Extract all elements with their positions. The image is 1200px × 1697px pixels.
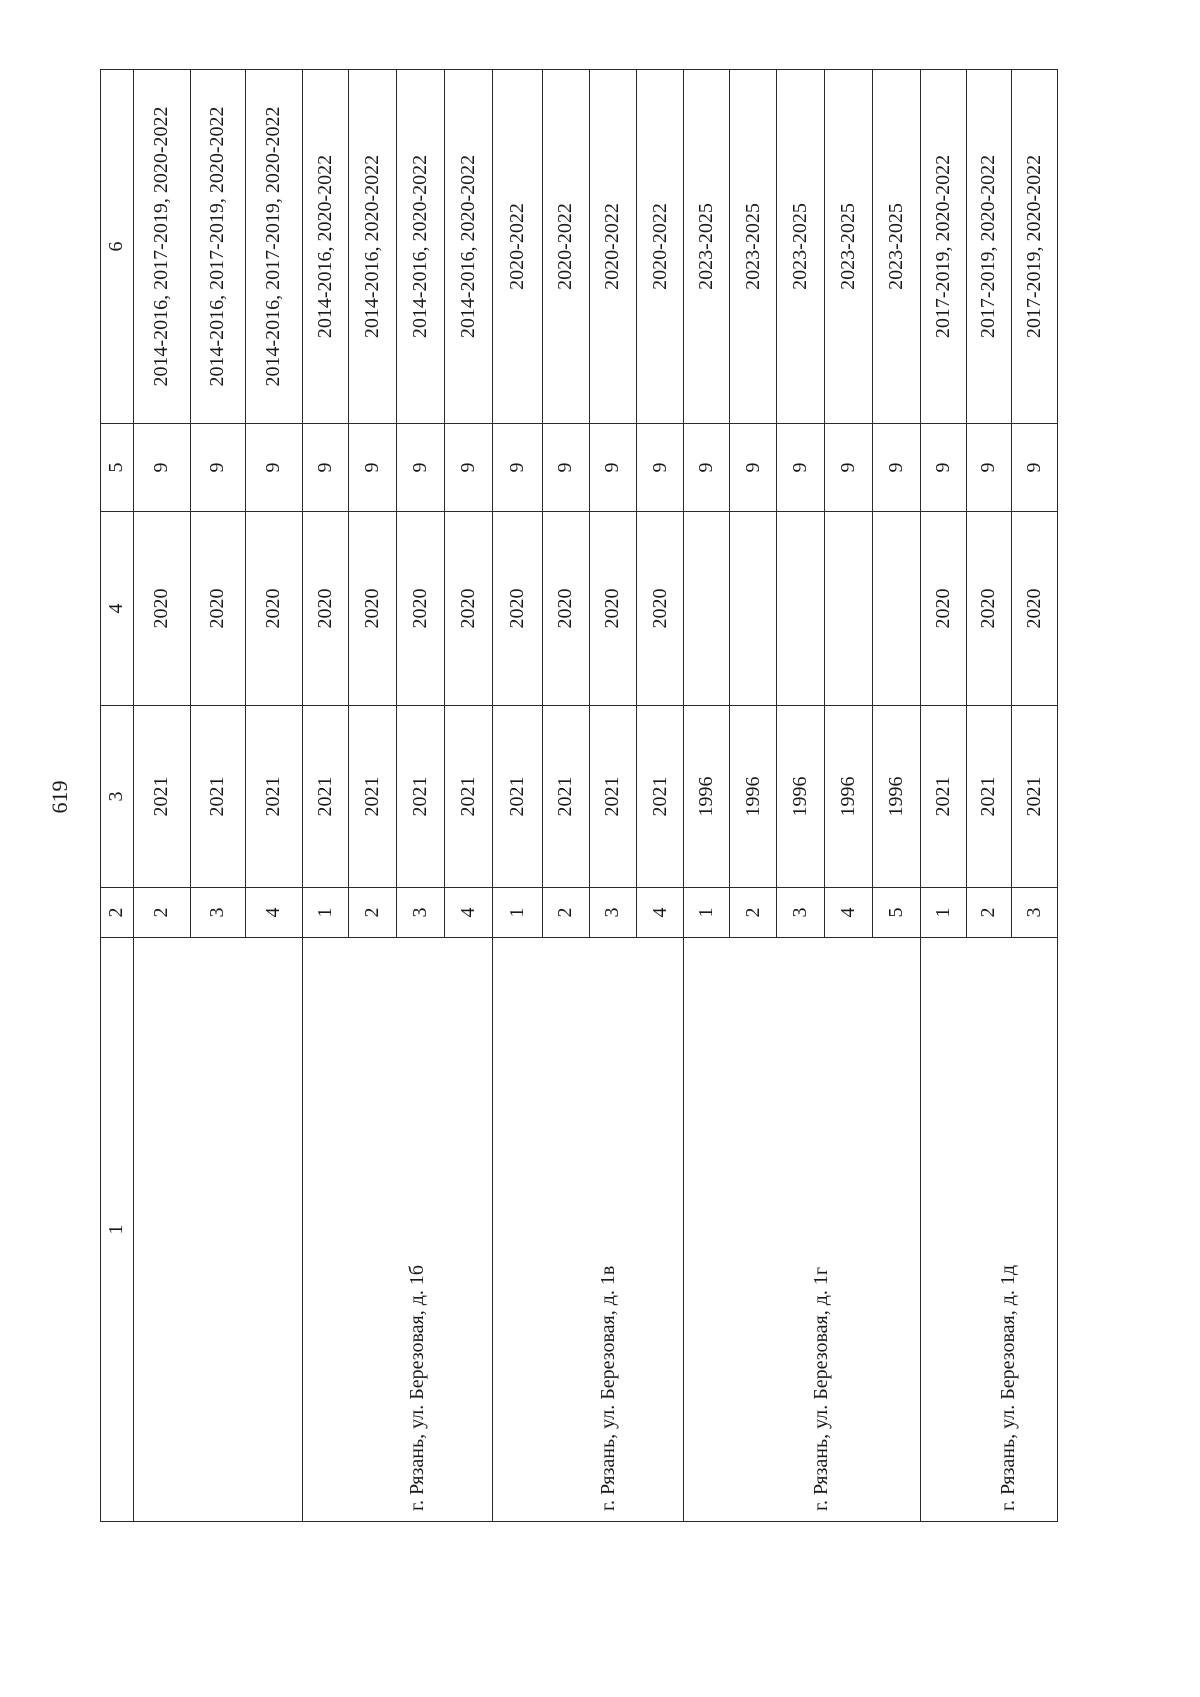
cell-c4: 2020 (1011, 512, 1057, 706)
cell-c5: 9 (872, 424, 920, 512)
cell-c2: 4 (245, 888, 302, 938)
cell-c4 (825, 512, 872, 706)
table-row (133, 70, 190, 1522)
cell-c5: 9 (190, 424, 245, 512)
cell-c4 (684, 512, 730, 706)
table-row (684, 70, 730, 1522)
column-header: 1 (101, 938, 134, 1522)
cell-c2: 3 (396, 888, 444, 938)
cell-c3: 2021 (636, 706, 683, 888)
cell-c3: 2021 (920, 706, 966, 888)
column-header: 5 (101, 424, 134, 512)
cell-c4: 2020 (493, 512, 542, 706)
cell-c6: 2023-2025 (777, 70, 825, 424)
address-text: г. Рязань, ул. Березовая, д. 1б (406, 1264, 429, 1511)
cell-c6: 2014-2016, 2017-2019, 2020-2022 (245, 70, 302, 424)
housing-table (100, 69, 1058, 1522)
address-text: г. Рязань, ул. Березовая, д. 1г (810, 1266, 833, 1511)
cell-c6: 2014-2016, 2017-2019, 2020-2022 (133, 70, 190, 424)
cell-c5: 9 (1011, 424, 1057, 512)
cell-c4: 2020 (302, 512, 348, 706)
address-cell (493, 938, 684, 1522)
cell-c5: 9 (730, 424, 777, 512)
rotated-table-container (100, 70, 1058, 1522)
cell-c5: 9 (396, 424, 444, 512)
cell-c3: 2021 (542, 706, 589, 888)
table-body (101, 70, 1058, 1522)
cell-c3: 1996 (825, 706, 872, 888)
cell-c3: 1996 (684, 706, 730, 888)
cell-c6: 2023-2025 (825, 70, 872, 424)
page-number: 619 (47, 780, 72, 814)
cell-c5: 9 (245, 424, 302, 512)
cell-c5: 9 (133, 424, 190, 512)
table-row (920, 70, 966, 1522)
cell-c4: 2020 (589, 512, 636, 706)
cell-c3: 2021 (190, 706, 245, 888)
cell-c2: 2 (542, 888, 589, 938)
cell-c3: 2021 (396, 706, 444, 888)
cell-c3: 2021 (589, 706, 636, 888)
cell-c6: 2017-2019, 2020-2022 (920, 70, 966, 424)
cell-c2: 3 (589, 888, 636, 938)
cell-c4 (730, 512, 777, 706)
cell-c6: 2020-2022 (493, 70, 542, 424)
cell-c6: 2020-2022 (589, 70, 636, 424)
cell-c5: 9 (493, 424, 542, 512)
cell-c4: 2020 (245, 512, 302, 706)
cell-c2: 4 (445, 888, 493, 938)
cell-c5: 9 (589, 424, 636, 512)
cell-c6: 2017-2019, 2020-2022 (966, 70, 1011, 424)
cell-c5: 9 (684, 424, 730, 512)
table-row (302, 70, 348, 1522)
cell-c5: 9 (636, 424, 683, 512)
address-text: г. Рязань, ул. Березовая, д. 1д (997, 1264, 1020, 1511)
address-text: г. Рязань, ул. Березовая, д. 1в (596, 1265, 619, 1511)
cell-c4 (777, 512, 825, 706)
address-cell (302, 938, 493, 1522)
cell-c5: 9 (348, 424, 396, 512)
address-cell (133, 938, 302, 1522)
cell-c3: 1996 (777, 706, 825, 888)
cell-c4 (872, 512, 920, 706)
cell-c4: 2020 (396, 512, 444, 706)
cell-c2: 2 (966, 888, 1011, 938)
cell-c5: 9 (920, 424, 966, 512)
cell-c2: 1 (302, 888, 348, 938)
column-header: 6 (101, 70, 134, 424)
address-cell (684, 938, 921, 1522)
cell-c6: 2014-2016, 2020-2022 (302, 70, 348, 424)
cell-c6: 2023-2025 (684, 70, 730, 424)
cell-c5: 9 (542, 424, 589, 512)
cell-c6: 2020-2022 (542, 70, 589, 424)
cell-c4: 2020 (348, 512, 396, 706)
cell-c6: 2023-2025 (730, 70, 777, 424)
cell-c6: 2017-2019, 2020-2022 (1011, 70, 1057, 424)
cell-c4: 2020 (542, 512, 589, 706)
cell-c3: 1996 (730, 706, 777, 888)
cell-c2: 2 (133, 888, 190, 938)
cell-c3: 2021 (1011, 706, 1057, 888)
cell-c2: 1 (493, 888, 542, 938)
column-header: 2 (101, 888, 134, 938)
cell-c4: 2020 (636, 512, 683, 706)
cell-c6: 2014-2016, 2017-2019, 2020-2022 (190, 70, 245, 424)
cell-c4: 2020 (445, 512, 493, 706)
cell-c3: 2021 (302, 706, 348, 888)
cell-c2: 4 (825, 888, 872, 938)
cell-c5: 9 (825, 424, 872, 512)
cell-c3: 2021 (445, 706, 493, 888)
column-header: 3 (101, 706, 134, 888)
cell-c6: 2014-2016, 2020-2022 (396, 70, 444, 424)
cell-c5: 9 (302, 424, 348, 512)
cell-c2: 2 (348, 888, 396, 938)
column-header: 4 (101, 512, 134, 706)
cell-c3: 2021 (245, 706, 302, 888)
cell-c6: 2014-2016, 2020-2022 (445, 70, 493, 424)
cell-c2: 5 (872, 888, 920, 938)
cell-c6: 2014-2016, 2020-2022 (348, 70, 396, 424)
cell-c3: 2021 (966, 706, 1011, 888)
cell-c2: 1 (684, 888, 730, 938)
address-cell (920, 938, 1057, 1522)
cell-c3: 1996 (872, 706, 920, 888)
cell-c2: 4 (636, 888, 683, 938)
table-row (493, 70, 542, 1522)
cell-c3: 2021 (348, 706, 396, 888)
cell-c4: 2020 (920, 512, 966, 706)
cell-c3: 2021 (133, 706, 190, 888)
cell-c6: 2023-2025 (872, 70, 920, 424)
cell-c2: 3 (777, 888, 825, 938)
cell-c5: 9 (966, 424, 1011, 512)
cell-c4: 2020 (190, 512, 245, 706)
cell-c5: 9 (777, 424, 825, 512)
cell-c2: 3 (190, 888, 245, 938)
cell-c2: 3 (1011, 888, 1057, 938)
cell-c4: 2020 (133, 512, 190, 706)
cell-c6: 2020-2022 (636, 70, 683, 424)
cell-c5: 9 (445, 424, 493, 512)
cell-c2: 2 (730, 888, 777, 938)
cell-c4: 2020 (966, 512, 1011, 706)
cell-c3: 2021 (493, 706, 542, 888)
header-row (101, 70, 134, 1522)
cell-c2: 1 (920, 888, 966, 938)
